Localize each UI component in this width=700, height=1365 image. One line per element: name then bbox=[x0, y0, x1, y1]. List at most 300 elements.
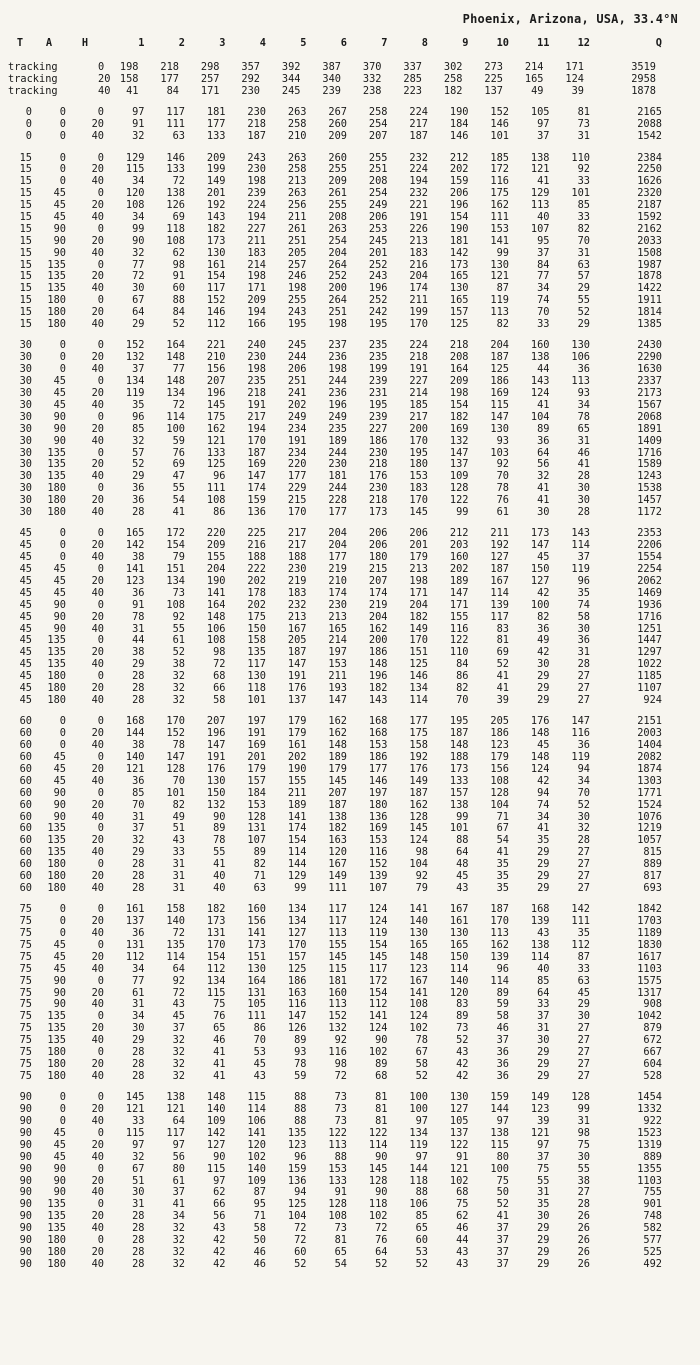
cell-a: 90 bbox=[53, 1186, 66, 1199]
cell-month: 202 bbox=[287, 398, 307, 411]
cell-month: 246 bbox=[287, 270, 307, 283]
cell-month: 131 bbox=[206, 927, 226, 940]
cell-month: 37 bbox=[172, 1022, 185, 1035]
table-row bbox=[8, 1259, 692, 1271]
cell-month: 122 bbox=[449, 634, 469, 647]
cell-month: 232 bbox=[409, 187, 428, 200]
cell-month: 80 bbox=[172, 1162, 185, 1175]
cell-month: 155 bbox=[328, 939, 347, 952]
cell-month: 204 bbox=[328, 246, 347, 259]
cell-month: 239 bbox=[247, 187, 266, 200]
cell-h: 20 bbox=[91, 1057, 104, 1070]
cell-h: 40 bbox=[91, 1257, 104, 1270]
cell-month: 213 bbox=[287, 610, 307, 623]
cell-month: 175 bbox=[409, 727, 428, 740]
cell-q: 1626 bbox=[637, 175, 662, 188]
cell-h: 40 bbox=[91, 210, 104, 223]
cell-month: 29 bbox=[537, 670, 550, 683]
cell-month: 191 bbox=[409, 363, 428, 376]
cell-month: 27 bbox=[577, 682, 590, 695]
cell-month: 64 bbox=[456, 846, 469, 859]
cell-month: 227 bbox=[368, 422, 388, 435]
cell-q: 2384 bbox=[637, 151, 662, 164]
cell-a: 180 bbox=[47, 482, 66, 495]
cell-month: 217 bbox=[287, 539, 307, 552]
cell-t: 15 bbox=[19, 210, 32, 223]
cell-month: 65 bbox=[415, 1222, 428, 1235]
cell-month: 208 bbox=[328, 210, 347, 223]
cell-month: 89 bbox=[496, 986, 509, 999]
cell-t: 15 bbox=[19, 175, 32, 188]
cell-month: 94 bbox=[577, 762, 590, 775]
cell-month: 125 bbox=[490, 363, 509, 376]
cell-month: 88 bbox=[415, 1186, 428, 1199]
cell-month: 211 bbox=[328, 670, 347, 683]
cell-a: 90 bbox=[53, 798, 66, 811]
cell-month: 132 bbox=[125, 351, 145, 364]
cell-month: 31 bbox=[577, 1115, 590, 1128]
cell-month: 173 bbox=[206, 234, 226, 247]
cell-month: 113 bbox=[490, 306, 509, 319]
cell-h: 0 bbox=[97, 187, 104, 200]
cell-month: 387 bbox=[322, 61, 341, 73]
cell-month: 76 bbox=[496, 494, 509, 507]
cell-month: 26 bbox=[577, 1233, 590, 1246]
cell-month: 198 bbox=[287, 282, 307, 295]
cell-month: 55 bbox=[577, 1162, 590, 1175]
cell-h: 0 bbox=[97, 1198, 104, 1211]
cell-month: 128 bbox=[571, 1091, 590, 1104]
cell-month: 58 bbox=[496, 1010, 509, 1023]
cell-a: 0 bbox=[59, 551, 66, 564]
cell-q: 889 bbox=[643, 858, 662, 871]
cell-month: 165 bbox=[449, 270, 469, 283]
cell-month: 224 bbox=[247, 199, 266, 212]
cell-month: 166 bbox=[247, 318, 266, 330]
cell-month: 177 bbox=[328, 505, 347, 518]
cell-month: 38 bbox=[132, 739, 145, 752]
cell-month: 120 bbox=[449, 986, 469, 999]
cell-month: 37 bbox=[496, 1034, 509, 1047]
cell-month: 29 bbox=[537, 858, 550, 871]
cell-month: 31 bbox=[132, 998, 145, 1011]
cell-month: 77 bbox=[132, 258, 145, 271]
cell-month: 169 bbox=[247, 739, 266, 752]
cell-month: 37 bbox=[496, 1222, 509, 1235]
cell-month: 28 bbox=[577, 505, 590, 518]
cell-h: 40 bbox=[91, 1115, 104, 1128]
cell-month: 340 bbox=[322, 72, 341, 85]
cell-h: 0 bbox=[97, 974, 104, 987]
cell-month: 119 bbox=[125, 387, 145, 400]
table-row bbox=[8, 588, 692, 600]
cell-month: 234 bbox=[287, 446, 307, 459]
cell-month: 123 bbox=[409, 962, 428, 975]
cell-t: 15 bbox=[19, 187, 32, 200]
cell-q: 755 bbox=[643, 1186, 662, 1199]
cell-month: 131 bbox=[247, 986, 266, 999]
cell-h: 0 bbox=[97, 151, 104, 164]
cell-month: 33 bbox=[132, 1115, 145, 1128]
cell-month: 199 bbox=[409, 306, 428, 319]
cell-month: 55 bbox=[537, 1174, 550, 1187]
cell-t: 90 bbox=[19, 1150, 32, 1163]
cell-month: 235 bbox=[247, 375, 266, 388]
column-header-1: 1 bbox=[138, 37, 145, 49]
cell-h: 40 bbox=[91, 927, 104, 940]
cell-a: 0 bbox=[59, 539, 66, 552]
cell-month: 206 bbox=[368, 539, 388, 552]
cell-t: 30 bbox=[19, 505, 32, 518]
cell-month: 194 bbox=[247, 422, 266, 435]
cell-month: 258 bbox=[287, 163, 307, 176]
cell-month: 35 bbox=[537, 834, 550, 847]
cell-t: 90 bbox=[19, 1186, 32, 1199]
cell-month: 119 bbox=[571, 563, 590, 576]
cell-month: 41 bbox=[537, 398, 550, 411]
table-row bbox=[8, 883, 692, 895]
cell-month: 133 bbox=[166, 163, 185, 176]
cell-month: 130 bbox=[449, 282, 469, 295]
cell-t: 75 bbox=[19, 1069, 32, 1082]
cell-month: 202 bbox=[247, 598, 266, 611]
cell-month: 34 bbox=[132, 962, 145, 975]
cell-month: 137 bbox=[449, 458, 469, 471]
cell-a: 135 bbox=[47, 458, 66, 471]
cell-month: 43 bbox=[537, 927, 550, 940]
cell-month: 154 bbox=[206, 270, 226, 283]
cell-month: 207 bbox=[368, 575, 388, 587]
cell-month: 82 bbox=[496, 318, 509, 330]
cell-month: 134 bbox=[206, 974, 226, 987]
cell-month: 133 bbox=[206, 130, 226, 143]
cell-q: 1185 bbox=[637, 670, 662, 683]
cell-q: 1409 bbox=[637, 434, 662, 447]
cell-month: 124 bbox=[368, 903, 388, 916]
cell-month: 249 bbox=[328, 410, 347, 423]
cell-h: 20 bbox=[91, 915, 104, 928]
table-row bbox=[8, 612, 692, 624]
cell-q: 1617 bbox=[637, 950, 662, 963]
cell-month: 31 bbox=[172, 869, 185, 882]
cell-month: 75 bbox=[537, 1162, 550, 1175]
cell-month: 230 bbox=[368, 482, 388, 495]
cell-month: 112 bbox=[368, 998, 388, 1011]
cell-month: 127 bbox=[206, 1138, 226, 1151]
cell-month: 171 bbox=[200, 84, 220, 97]
location-title: Phoenix, Arizona, USA, 33.4°N bbox=[462, 12, 678, 26]
cell-q: 492 bbox=[643, 1257, 662, 1270]
column-header-11: 11 bbox=[537, 37, 550, 49]
cell-q: 1874 bbox=[637, 762, 662, 775]
cell-month: 89 bbox=[456, 1010, 469, 1023]
cell-month: 32 bbox=[132, 130, 145, 143]
cell-month: 218 bbox=[160, 61, 179, 73]
cell-t: 45 bbox=[19, 658, 32, 671]
cell-month: 136 bbox=[368, 810, 388, 823]
cell-q: 1830 bbox=[637, 939, 662, 952]
cell-month: 147 bbox=[328, 693, 347, 706]
cell-a: 135 bbox=[47, 1010, 66, 1023]
cell-month: 118 bbox=[368, 1198, 388, 1211]
cell-month: 103 bbox=[490, 446, 509, 459]
cell-month: 159 bbox=[287, 1162, 307, 1175]
cell-t: 60 bbox=[19, 774, 32, 787]
cell-a: 0 bbox=[59, 1103, 66, 1116]
cell-month: 221 bbox=[409, 199, 428, 212]
cell-month: 29 bbox=[537, 1233, 550, 1246]
cell-month: 236 bbox=[328, 387, 347, 400]
cell-month: 138 bbox=[490, 1126, 509, 1139]
cell-month: 146 bbox=[206, 306, 226, 319]
cell-month: 69 bbox=[172, 458, 185, 471]
cell-month: 36 bbox=[132, 482, 145, 495]
cell-month: 96 bbox=[213, 470, 226, 483]
cell-t: 75 bbox=[19, 1010, 32, 1023]
cell-month: 97 bbox=[172, 1138, 185, 1151]
cell-q: 1771 bbox=[637, 786, 662, 799]
cell-month: 28 bbox=[132, 1069, 145, 1082]
cell-month: 147 bbox=[166, 751, 185, 764]
table-row bbox=[8, 436, 692, 448]
cell-month: 201 bbox=[206, 187, 226, 200]
cell-h: 20 bbox=[91, 869, 104, 882]
cell-month: 52 bbox=[415, 1257, 428, 1270]
table-row bbox=[8, 964, 692, 976]
cell-month: 161 bbox=[125, 903, 145, 916]
cell-a: 180 bbox=[47, 306, 66, 319]
cell-h: 0 bbox=[97, 446, 104, 459]
cell-month: 28 bbox=[132, 881, 145, 894]
cell-month: 186 bbox=[368, 646, 388, 659]
cell-month: 29 bbox=[537, 846, 550, 859]
cell-t: 75 bbox=[19, 1057, 32, 1070]
table-row bbox=[8, 788, 692, 800]
cell-month: 114 bbox=[409, 693, 428, 706]
cell-month: 52 bbox=[496, 658, 509, 671]
cell-month: 37 bbox=[132, 822, 145, 835]
cell-h: 40 bbox=[91, 658, 104, 671]
cell-month: 91 bbox=[132, 118, 145, 131]
cell-t: 45 bbox=[19, 598, 32, 611]
cell-month: 55 bbox=[172, 622, 185, 635]
cell-month: 197 bbox=[368, 786, 388, 799]
cell-t: 15 bbox=[19, 199, 32, 212]
cell-month: 180 bbox=[368, 798, 388, 811]
cell-month: 73 bbox=[334, 1115, 347, 1128]
cell-month: 28 bbox=[132, 505, 145, 518]
cell-month: 92 bbox=[496, 458, 509, 471]
cell-t: 45 bbox=[19, 622, 32, 635]
cell-h: 40 bbox=[91, 246, 104, 259]
cell-month: 93 bbox=[294, 1046, 307, 1059]
cell-month: 110 bbox=[571, 151, 590, 164]
cell-month: 154 bbox=[368, 939, 388, 952]
cell-t: 30 bbox=[19, 494, 32, 507]
cell-a: 90 bbox=[53, 1174, 66, 1187]
cell-month: 138 bbox=[328, 810, 347, 823]
cell-t: 30 bbox=[19, 398, 32, 411]
cell-month: 212 bbox=[449, 151, 469, 164]
cell-month: 36 bbox=[132, 494, 145, 507]
cell-month: 28 bbox=[132, 1046, 145, 1059]
cell-month: 172 bbox=[368, 974, 388, 987]
table-row: tracking 40 41 84 171 230 245 239 238 223 182 137 49 39 1878 bbox=[8, 84, 656, 97]
cell-h: 40 bbox=[91, 846, 104, 859]
cell-month: 186 bbox=[490, 727, 509, 740]
cell-month: 35 bbox=[496, 869, 509, 882]
column-header-4: 4 bbox=[259, 37, 266, 49]
cell-month: 213 bbox=[328, 610, 347, 623]
cell-month: 130 bbox=[247, 670, 266, 683]
cell-month: 220 bbox=[287, 458, 307, 471]
cell-month: 134 bbox=[166, 575, 185, 587]
cell-month: 37 bbox=[537, 246, 550, 259]
cell-t: 30 bbox=[19, 458, 32, 471]
cell-month: 223 bbox=[403, 84, 422, 97]
cell-month: 139 bbox=[490, 950, 509, 963]
cell-month: 26 bbox=[577, 1257, 590, 1270]
cell-month: 161 bbox=[449, 915, 469, 928]
cell-month: 148 bbox=[368, 658, 388, 671]
cell-month: 73 bbox=[577, 118, 590, 131]
cell-h: 20 bbox=[91, 539, 104, 552]
cell-month: 56 bbox=[213, 1210, 226, 1223]
cell-month: 158 bbox=[247, 634, 266, 647]
cell-t: 30 bbox=[19, 434, 32, 447]
cell-h: 40 bbox=[91, 505, 104, 518]
cell-month: 72 bbox=[172, 986, 185, 999]
cell-a: 45 bbox=[53, 1150, 66, 1163]
cell-h: 20 bbox=[91, 351, 104, 364]
column-header-9: 9 bbox=[462, 37, 469, 49]
cell-month: 54 bbox=[496, 834, 509, 847]
cell-a: 45 bbox=[53, 575, 66, 587]
cell-t: 75 bbox=[19, 974, 32, 987]
cell-month: 117 bbox=[247, 658, 266, 671]
cell-a: 0 bbox=[59, 151, 66, 164]
cell-month: 190 bbox=[206, 575, 226, 587]
data-table bbox=[8, 62, 692, 1271]
cell-month: 121 bbox=[125, 762, 145, 775]
cell-month: 122 bbox=[368, 1126, 388, 1139]
cell-month: 121 bbox=[125, 1103, 145, 1116]
cell-month: 219 bbox=[287, 575, 307, 587]
cell-month: 157 bbox=[287, 950, 307, 963]
cell-month: 48 bbox=[456, 858, 469, 871]
cell-month: 199 bbox=[206, 163, 226, 176]
cell-month: 74 bbox=[537, 798, 550, 811]
cell-month: 94 bbox=[294, 1186, 307, 1199]
cell-month: 45 bbox=[537, 551, 550, 564]
cell-month: 31 bbox=[577, 130, 590, 143]
cell-month: 159 bbox=[449, 175, 469, 188]
cell-month: 29 bbox=[537, 682, 550, 695]
cell-month: 58 bbox=[213, 693, 226, 706]
cell-month: 42 bbox=[213, 1233, 226, 1246]
cell-month: 35 bbox=[577, 586, 590, 599]
cell-month: 187 bbox=[490, 351, 509, 364]
cell-month: 213 bbox=[409, 234, 428, 247]
cell-month: 144 bbox=[287, 858, 307, 871]
cell-month: 87 bbox=[253, 1186, 266, 1199]
cell-q: 2320 bbox=[637, 187, 662, 200]
cell-month: 109 bbox=[206, 1115, 226, 1128]
cell-month: 258 bbox=[287, 118, 307, 131]
cell-q: 1332 bbox=[637, 1103, 662, 1116]
cell-a: 90 bbox=[53, 422, 66, 435]
cell-month: 181 bbox=[328, 470, 347, 483]
cell-month: 36 bbox=[577, 634, 590, 647]
cell-month: 147 bbox=[490, 410, 509, 423]
cell-h: 20 bbox=[91, 1174, 104, 1187]
cell-month: 162 bbox=[328, 715, 347, 728]
cell-month: 34 bbox=[132, 175, 145, 188]
cell-month: 74 bbox=[577, 598, 590, 611]
cell-month: 32 bbox=[172, 1245, 185, 1258]
cell-month: 28 bbox=[577, 470, 590, 483]
cell-month: 169 bbox=[449, 422, 469, 435]
cell-month: 221 bbox=[206, 339, 226, 352]
cell-q: 2353 bbox=[637, 527, 662, 540]
cell-month: 148 bbox=[409, 950, 428, 963]
cell-month: 183 bbox=[287, 586, 307, 599]
cell-month: 34 bbox=[132, 210, 145, 223]
cell-month: 108 bbox=[206, 634, 226, 647]
cell-month: 186 bbox=[490, 375, 509, 388]
cell-month: 115 bbox=[206, 1162, 226, 1175]
cell-month: 41 bbox=[172, 505, 185, 518]
cell-month: 101 bbox=[247, 693, 266, 706]
cell-t: 0 bbox=[25, 106, 32, 119]
cell-month: 197 bbox=[247, 715, 266, 728]
cell-h: 40 bbox=[91, 998, 104, 1011]
cell-month: 192 bbox=[490, 539, 509, 552]
cell-month: 162 bbox=[328, 727, 347, 740]
cell-month: 224 bbox=[409, 163, 428, 176]
table-row bbox=[8, 424, 692, 436]
cell-month: 30 bbox=[577, 482, 590, 495]
cell-month: 76 bbox=[213, 1010, 226, 1023]
cell-month: 217 bbox=[409, 410, 428, 423]
cell-month: 187 bbox=[247, 446, 266, 459]
tracking-cell: tracking bbox=[8, 72, 58, 85]
cell-month: 146 bbox=[449, 130, 469, 143]
cell-month: 31 bbox=[577, 646, 590, 659]
cell-month: 70 bbox=[496, 470, 509, 483]
cell-month: 55 bbox=[213, 846, 226, 859]
cell-month: 106 bbox=[409, 1198, 428, 1211]
cell-month: 63 bbox=[577, 258, 590, 271]
cell-month: 35 bbox=[496, 881, 509, 894]
cell-month: 171 bbox=[565, 61, 584, 73]
table-row bbox=[8, 1071, 692, 1083]
cell-month: 31 bbox=[132, 810, 145, 823]
cell-month: 152 bbox=[368, 858, 388, 871]
cell-a: 135 bbox=[47, 446, 66, 459]
table-row bbox=[8, 236, 692, 248]
cell-month: 58 bbox=[253, 1222, 266, 1235]
column-header-10: 10 bbox=[496, 37, 509, 49]
cell-q: 1385 bbox=[637, 318, 662, 330]
cell-month: 42 bbox=[213, 1257, 226, 1270]
cell-month: 75 bbox=[213, 998, 226, 1011]
cell-month: 123 bbox=[125, 575, 145, 587]
cell-month: 138 bbox=[166, 187, 185, 200]
cell-month: 186 bbox=[368, 434, 388, 447]
cell-month: 78 bbox=[132, 610, 145, 623]
cell-month: 121 bbox=[530, 1126, 550, 1139]
